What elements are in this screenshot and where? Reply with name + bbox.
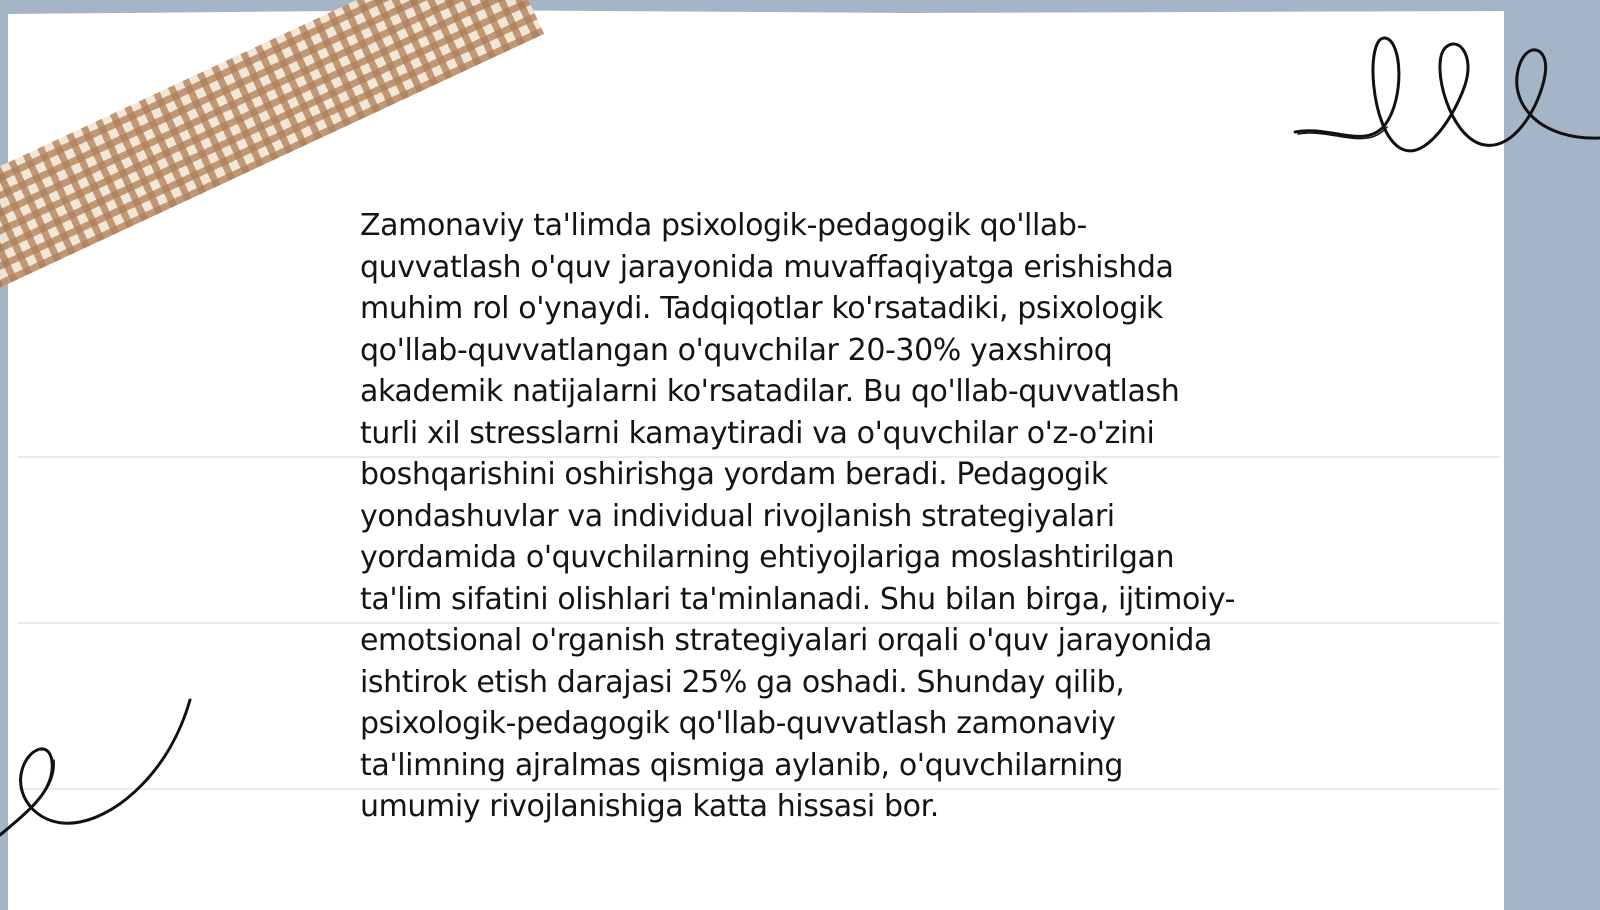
loop-squiggle-icon (1290, 30, 1600, 170)
checkmark-swirl-icon (0, 690, 200, 850)
slide-body-text: Zamonaviy ta'limda psixologik-pedagogik qo'llab-quvvatlash o'quv jarayonida muvaffaqiyatga erishishda muhim rol o'ynaydi. Tadqiqotlar ko'rsatadiki, psixologik qo'llab-quvvatlangan o'quvchilar 20-30% yaxshiroq akademik natijalarni ko'rsatadilar. Bu qo'llab-quvvatlash turli xil stresslarni kamaytiradi va o'quvchilar o'z-o'zini boshqarishini oshirishga yordam beradi. Pedagogik yondashuvlar va individual rivojlanish strategiyalari yordamida o'quvchilarning ehtiyojlariga moslashtirilgan ta'lim sifatini olishlari ta'minlanadi. Shu bilan birga, ijtimoiy-emotsional o'rganish strategiyalari orqali o'quv jarayonida ishtirok etish darajasi 25% ga oshadi. Shunday qilib, psixologik-pedagogik qo'llab-quvvatlash zamonaviy ta'limning ajralmas qismiga aylanib, o'quvchilarning umumiy rivojlanishiga katta hissasi bor. (360, 208, 1236, 824)
